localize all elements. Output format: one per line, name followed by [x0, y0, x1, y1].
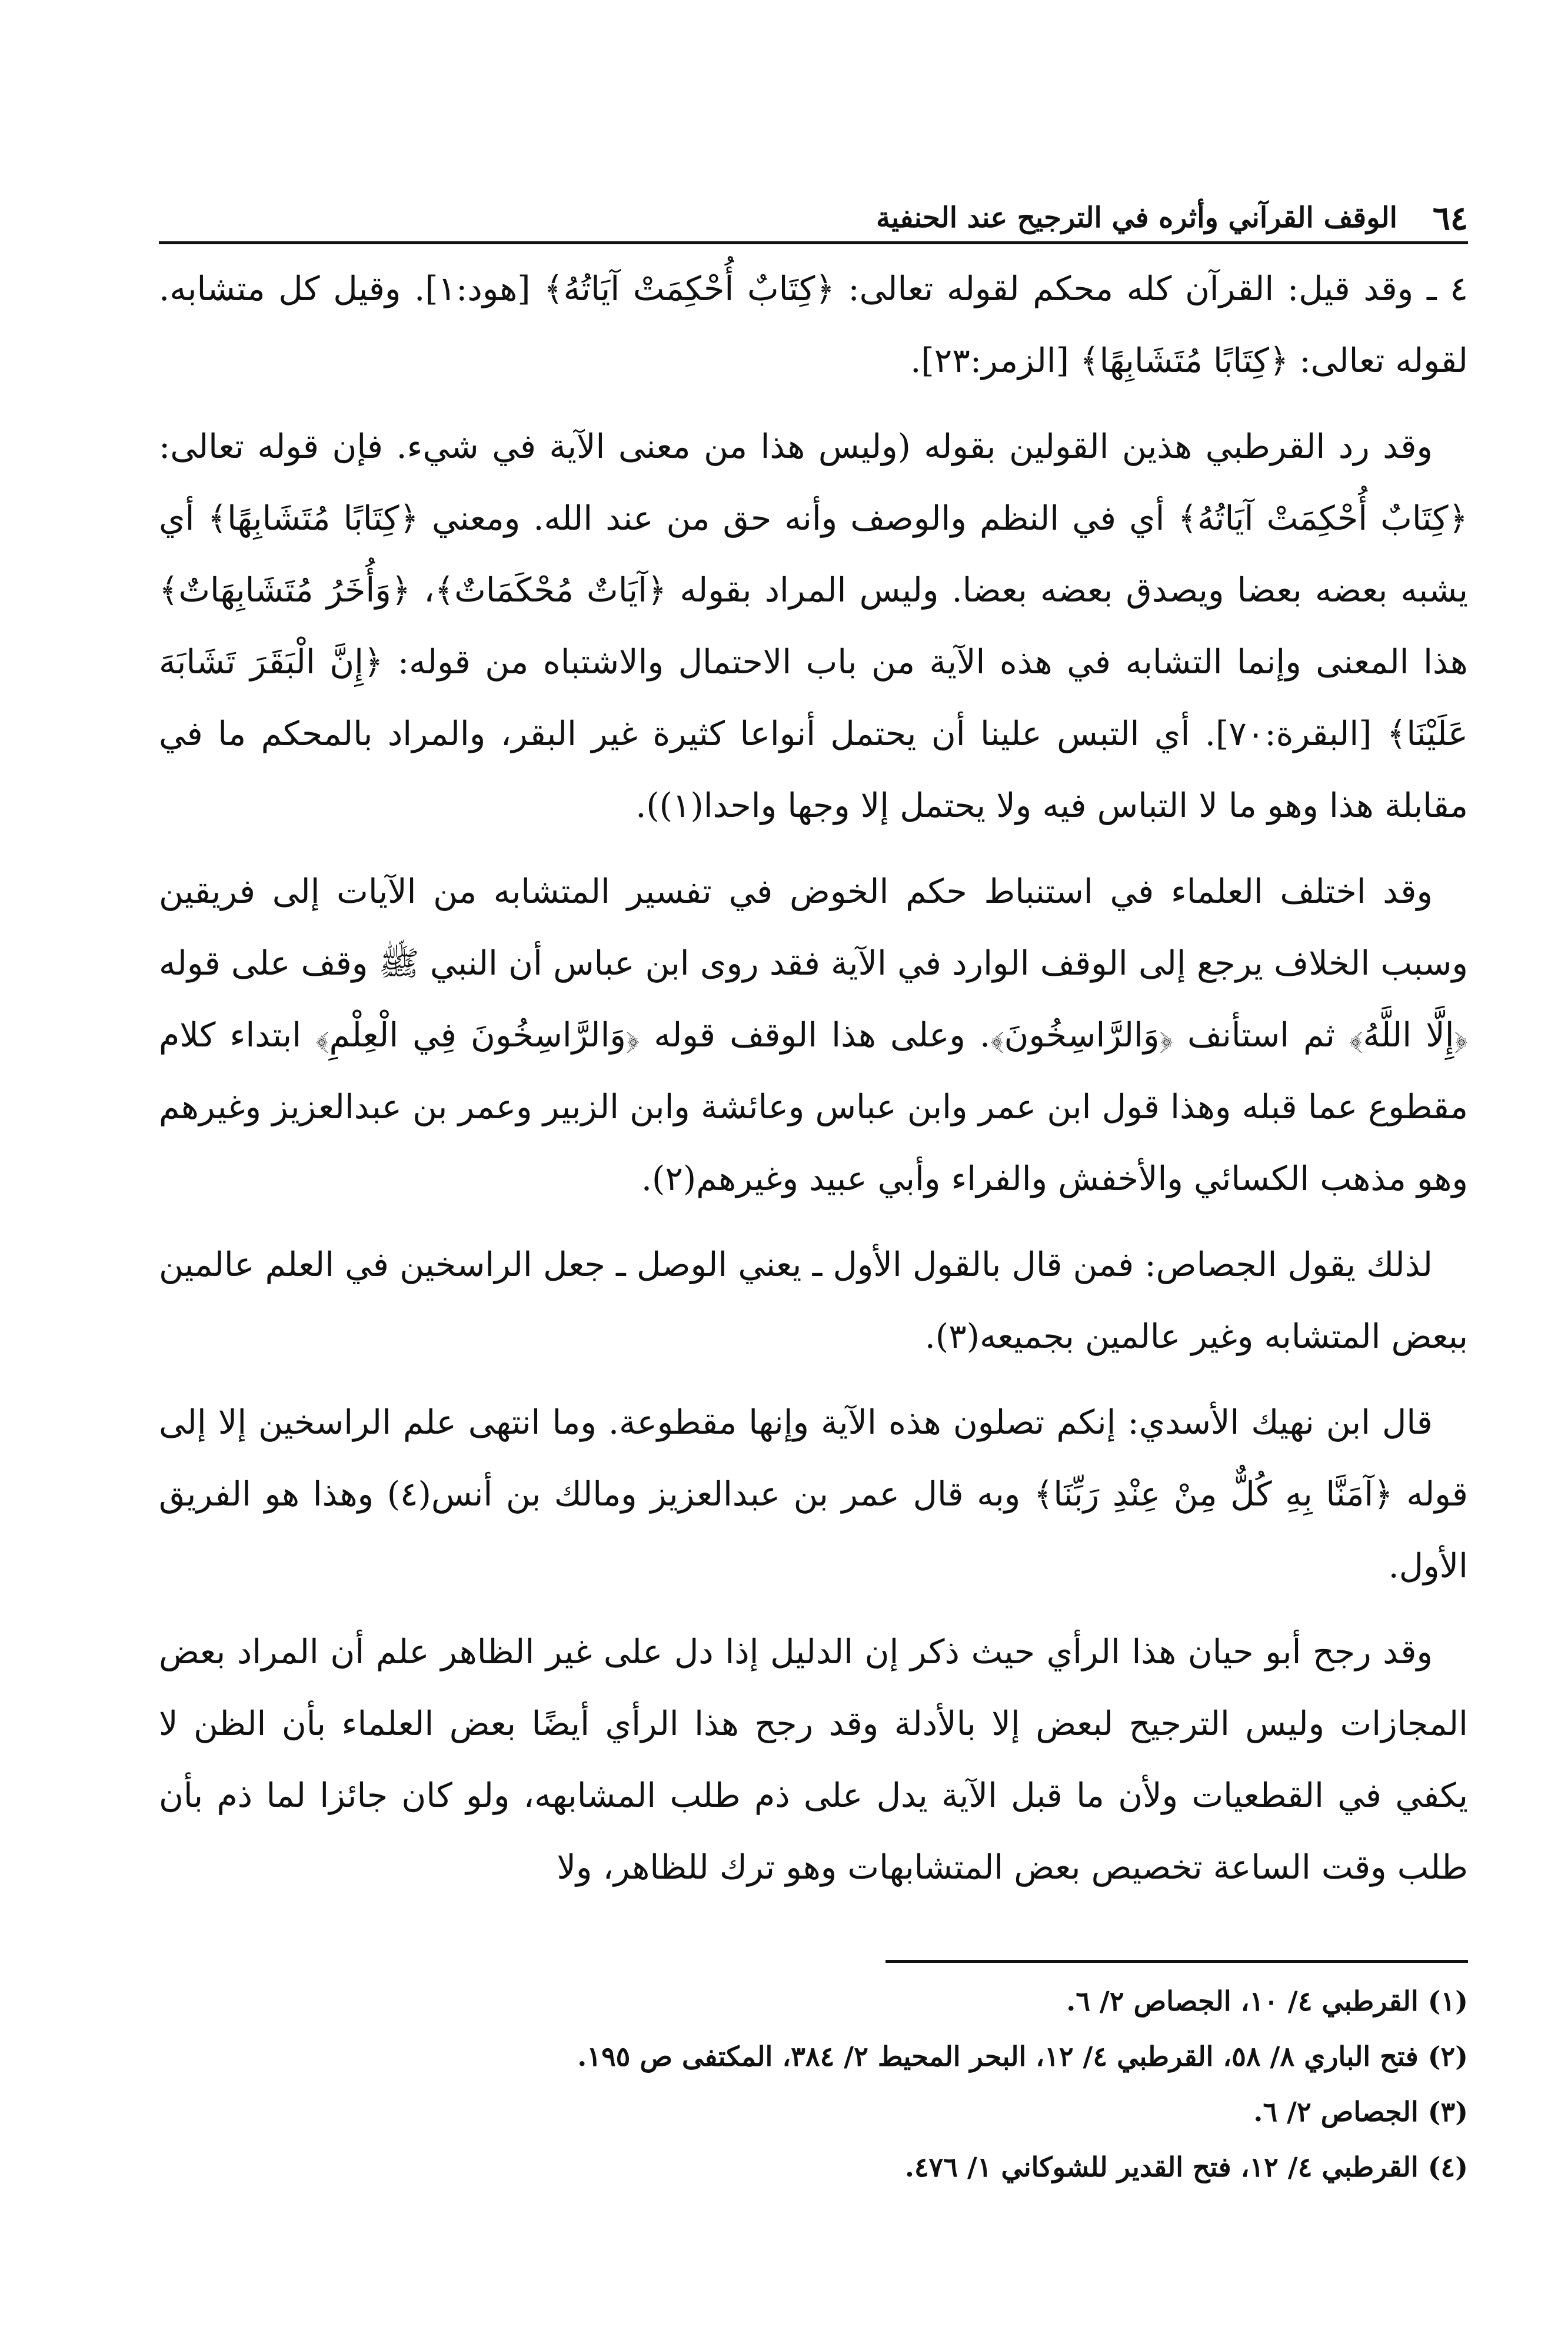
running-title: الوقف القرآني وأثره في الترجيح عند الحنفية [876, 201, 1397, 234]
paragraph-4: لذلك يقول الجصاص: فمن قال بالقول الأول ـ يعني الوصل ـ جعل الراسخين في العلم عالمين ببعض المتشابه وغير عالمين بجميعه(٣). [159, 1245, 1468, 1356]
page-number: ٦٤ [1432, 199, 1468, 238]
paragraph-5: قال ابن نهيك الأسدي: إنكم تصلون هذه الآية وإنها مقطوعة. وما انتهى علم الراسخين إلا إلى قوله ﴿آمَنَّا بِهِ كُلٌّ مِنْ عِنْدِ رَبِّنَا﴾ وبه قال عمر بن عبدالعزيز ومالك بن أنس(٤) وهذا هو الفريق الأول. [159, 1403, 1469, 1586]
running-header [159, 194, 1468, 244]
paragraph-3: وقد اختلف العلماء في استنباط حكم الخوض في تفسير المتشابه من الآيات إلى فريقين وسبب الخلاف يرجع إلى الوقف الوارد في الآية فقد روى ابن عباس أن النبي ﷺ وقف على قوله ﴿إِلَّا اللَّهُ﴾ ثم استأنف ﴿وَالرَّاسِخُونَ﴾. وعلى هذا الوقف قوله ﴿وَالرَّاسِخُونَ فِي الْعِلْمِ﴾ ابتداء كلام مقطوع عما قبله وهذا قول ابن عمر وابن عباس وعائشة وابن الزبير وعمر بن عبدالعزيز وغيرهم وهو مذهب الكسائي والأخفش والفراء وأبي عبيد وغيرهم(٢). [159, 872, 1468, 1198]
footnote-separator [885, 1960, 1468, 1963]
paragraph-2: وقد رد القرطبي هذين القولين بقوله (وليس هذا من معنى الآية في شيء. فإن قوله تعالى: ﴿كِتَابٌ أُحْكِمَتْ آيَاتُهُ﴾ أي في النظم والوصف وأنه حق من عند الله. ومعني ﴿كِتَابًا مُتَشَابِهًا﴾ أي يشبه بعضه بعضا ويصدق بعضه بعضا. وليس المراد بقوله ﴿آيَاتٌ مُحْكَمَاتٌ﴾، ﴿وَأُخَرُ مُتَشَابِهَاتٌ﴾ هذا المعنى وإنما التشابه في هذه الآية من باب الاحتمال والاشتباه من قوله: ﴿إِنَّ الْبَقَرَ تَشَابَهَ عَلَيْنَا﴾ [البقرة:٧٠]. أي التبس علينا أن يحتمل أنواعا كثيرة غير البقر، والمراد بالمحكم ما في مقابلة هذا وهو ما لا التباس فيه ولا يحتمل إلا وجها واحدا(١)). [159, 427, 1468, 825]
footnote-4: (٤) القرطبي ٤/ ١٢، فتح القدير للشوكاني ١/ ٤٧٦. [904, 2151, 1468, 2183]
footnote-2: (٢) فتح الباري ٨/ ٥٨، القرطبي ٤/ ١٢، البحر المحيط ٢/ ٣٨٤، المكتفى ص ١٩٥. [577, 2040, 1468, 2072]
footnotes [159, 1960, 1468, 2195]
book-page [159, 194, 1468, 2225]
footnote-3: (٣) الجصاص ٢/ ٦. [1253, 2096, 1468, 2128]
paragraph-1: ٤ ـ وقد قيل: القرآن كله محكم لقوله تعالى: ﴿كِتَابٌ أُحْكِمَتْ آيَاتُهُ﴾ [هود:١]. وقيل كل متشابه. لقوله تعالى: ﴿كِتَابًا مُتَشَابِهًا﴾ [الزمر:٢٣]. [159, 270, 1468, 380]
main-text [159, 253, 1468, 1917]
paragraph-6: وقد رجح أبو حيان هذا الرأي حيث ذكر إن الدليل إذا دل على غير الظاهر علم أن المراد بعض المجازات وليس الترجيح لبعض إلا بالأدلة وقد رجح هذا الرأي أيضًا بعض العلماء بأن الظن لا يكفي في القطعيات ولأن ما قبل الآية يدل على ذم طلب المشابهه، ولو كان جائزا لما ذم بأن طلب وقت الساعة تخصيص بعض المتشابهات وهو ترك للظاهر، ولا [159, 1633, 1468, 1887]
footnote-1: (١) القرطبي ٤/ ١٠، الجصاص ٢/ ٦. [1066, 1985, 1468, 2017]
